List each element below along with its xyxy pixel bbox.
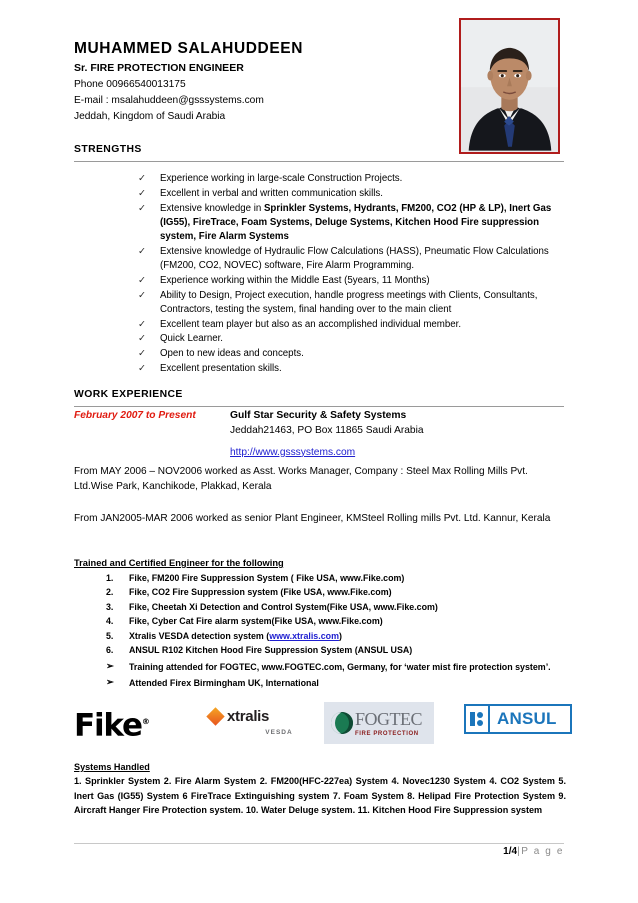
current-job-row [74, 409, 566, 462]
training-text: Fike, Cyber Cat Fire alarm system(Fike USA, www.Fike.com) [129, 616, 383, 627]
portrait-photo [459, 18, 560, 154]
candidate-job-title: Sr. FIRE PROTECTION ENGINEER [74, 61, 244, 74]
training-item [74, 629, 566, 643]
strength-text: Excellent team player but also as an accomplished individual member. [160, 318, 462, 330]
strengths-list [136, 172, 560, 377]
strengths-rule [74, 161, 564, 162]
fike-logo [74, 702, 149, 745]
company-website-link[interactable]: http://www.gsssystems.com [230, 446, 356, 458]
strength-item [136, 289, 560, 318]
training-text: Xtralis VESDA detection system ( [129, 630, 270, 641]
training-item [74, 600, 566, 614]
page-footer [503, 846, 564, 857]
training-text: Fike, Cheetah Xi Detection and Control System(Fike USA, www.Fike.com) [129, 601, 438, 612]
registered-mark-icon: ® [141, 717, 149, 726]
header-block [74, 40, 444, 125]
xtralis-website-link[interactable]: www.xtralis.com [269, 630, 339, 641]
strength-text: Extensive knowledge of Hydraulic Flow Calculations (HASS), Pneumatic Flow Calculations (FM200, CO2, NOVEC) software, Fire Alarm Programming. [160, 245, 549, 271]
strength-text: Open to new ideas and concepts. [160, 348, 304, 359]
strength-item [136, 318, 560, 332]
fogtec-logo-text: FOGTEC [355, 708, 423, 729]
strength-text: Ability to Design, Project execution, handle progress meetings with Clients, Consultants, Contractors, testing the system, final handing over to the main client [160, 289, 538, 315]
strength-item [136, 362, 560, 376]
trained-heading: Trained and Certified Engineer for the following [74, 558, 284, 568]
training-item [74, 614, 566, 628]
contact-phone: Phone 00966540013175 [74, 79, 186, 91]
contact-location: Jeddah, Kingdom of Saudi Arabia [74, 111, 226, 123]
strength-item [136, 245, 560, 274]
strength-text: Quick Learner. [160, 333, 224, 345]
training-item [74, 585, 566, 599]
strength-text: Extensive knowledge in [160, 202, 264, 214]
previous-job-2: From JAN2005-MAR 2006 worked as senior Plant Engineer, KMSteel Rolling mills Pvt. Ltd. Kannur, Kerala [74, 513, 551, 525]
candidate-name: MUHAMMED SALAHUDDEEN [74, 40, 303, 57]
work-experience-heading: WORK EXPERIENCE [74, 389, 183, 400]
strength-text: Excellent presentation skills. [160, 362, 282, 374]
training-number: 6. [106, 645, 114, 656]
diamond-icon [206, 707, 224, 725]
training-text: ANSUL R102 Kitchen Hood Fire Suppression System (ANSUL USA) [129, 645, 413, 656]
training-number: 3. [106, 601, 114, 612]
training-arrow-item: ➢ Attended Firex Birmingham UK, International [74, 676, 566, 690]
strength-text: Experience working in large-scale Construction Projects. [160, 173, 403, 184]
fike-logo-text: Fike [74, 707, 142, 744]
training-number: 4. [106, 616, 114, 627]
training-text: Fike, FM200 Fire Suppression System ( Fike USA, www.Fike.com) [129, 573, 405, 583]
ansul-logo [464, 704, 572, 734]
fogtec-logo-text-group [355, 710, 422, 737]
ansul-mark-icon [466, 706, 490, 732]
job-address: Jeddah21463, PO Box 11865 Saudi Arabia [230, 424, 424, 436]
training-number: 1. [106, 573, 114, 583]
page-number: 1/4 [503, 846, 518, 857]
ansul-logo-text: ANSUL [497, 709, 557, 728]
strength-item [136, 332, 560, 346]
footer-rule [74, 843, 564, 844]
systems-handled-text: 1. Sprinkler System 2. Fire Alarm System 2. FM200(HFC-227ea) System 4. Novec1230 System 4. CO2 System 5. Inert Gas (IG55) System 6 FireTrace Extinguishing system 7. Foam System 8. Helipad Fire Protection System 9. Aircraft Hanger Fire Protection system. 10. Water Deluge system. 11. Kitchen Hood Fire Suppression system [74, 776, 566, 816]
training-number: 5. [106, 630, 114, 641]
brand-logos-row [74, 702, 566, 750]
strength-item [136, 202, 560, 245]
training-text-post: ) [338, 630, 342, 641]
xtralis-logo [209, 708, 319, 736]
xtralis-logo-row [209, 708, 319, 725]
strength-text: Excellent in verbal and written communication skills. [160, 187, 383, 199]
training-item [74, 643, 566, 657]
strength-text: Experience working within the Middle East (5years, 11 Months) [160, 274, 430, 286]
systems-handled-block [74, 762, 566, 818]
page-label: |P a g e [517, 846, 564, 857]
circle-icon [331, 712, 353, 734]
job-details [230, 409, 566, 462]
xtralis-logo-text: xtralis [227, 708, 270, 725]
contact-email: E-mail : msalahuddeen@gsssystems.com [74, 95, 264, 107]
training-number: 2. [106, 587, 114, 598]
fogtec-logo [324, 702, 434, 744]
strength-item [136, 187, 560, 201]
portrait-photo-image [461, 20, 558, 151]
work-experience-block [74, 409, 566, 526]
training-arrow-item: ➢ Training attended for FOGTEC, www.FOGTEC.com, Germany, for ‘water mist fire protection system’. [74, 660, 566, 674]
fogtec-logo-subtext: FIRE PROTECTION [355, 730, 419, 737]
job-dates: February 2007 to Present [74, 410, 196, 421]
strength-item [136, 172, 560, 186]
training-text: Fike, CO2 Fire Suppression system (Fike USA, www.Fike.com) [129, 587, 392, 598]
strength-item [136, 347, 560, 361]
strengths-heading: STRENGTHS [74, 144, 142, 155]
strength-text-bold: Sprinkler Systems, Hydrants, FM200, CO2 (HP & LP), Inert Gas (IG55), FireTrace, Foam Systems, Deluge Systems, Kitchen Hood Fire suppression system, Fire Alarm Systems [160, 202, 552, 242]
xtralis-logo-subtext: VESDA [265, 729, 293, 736]
work-experience-rule [74, 406, 564, 407]
systems-handled-heading: Systems Handled [74, 762, 150, 772]
training-item [74, 571, 566, 585]
job-company: Gulf Star Security & Safety Systems [230, 410, 407, 421]
previous-job-1: From MAY 2006 – NOV2006 worked as Asst. Works Manager, Company : Steel Max Rolling Mills Pvt. Ltd.Wise Park, Kanchikode, Plakkad, Kerala [74, 465, 528, 493]
trained-certified-block [74, 558, 566, 690]
strength-item [136, 274, 560, 288]
